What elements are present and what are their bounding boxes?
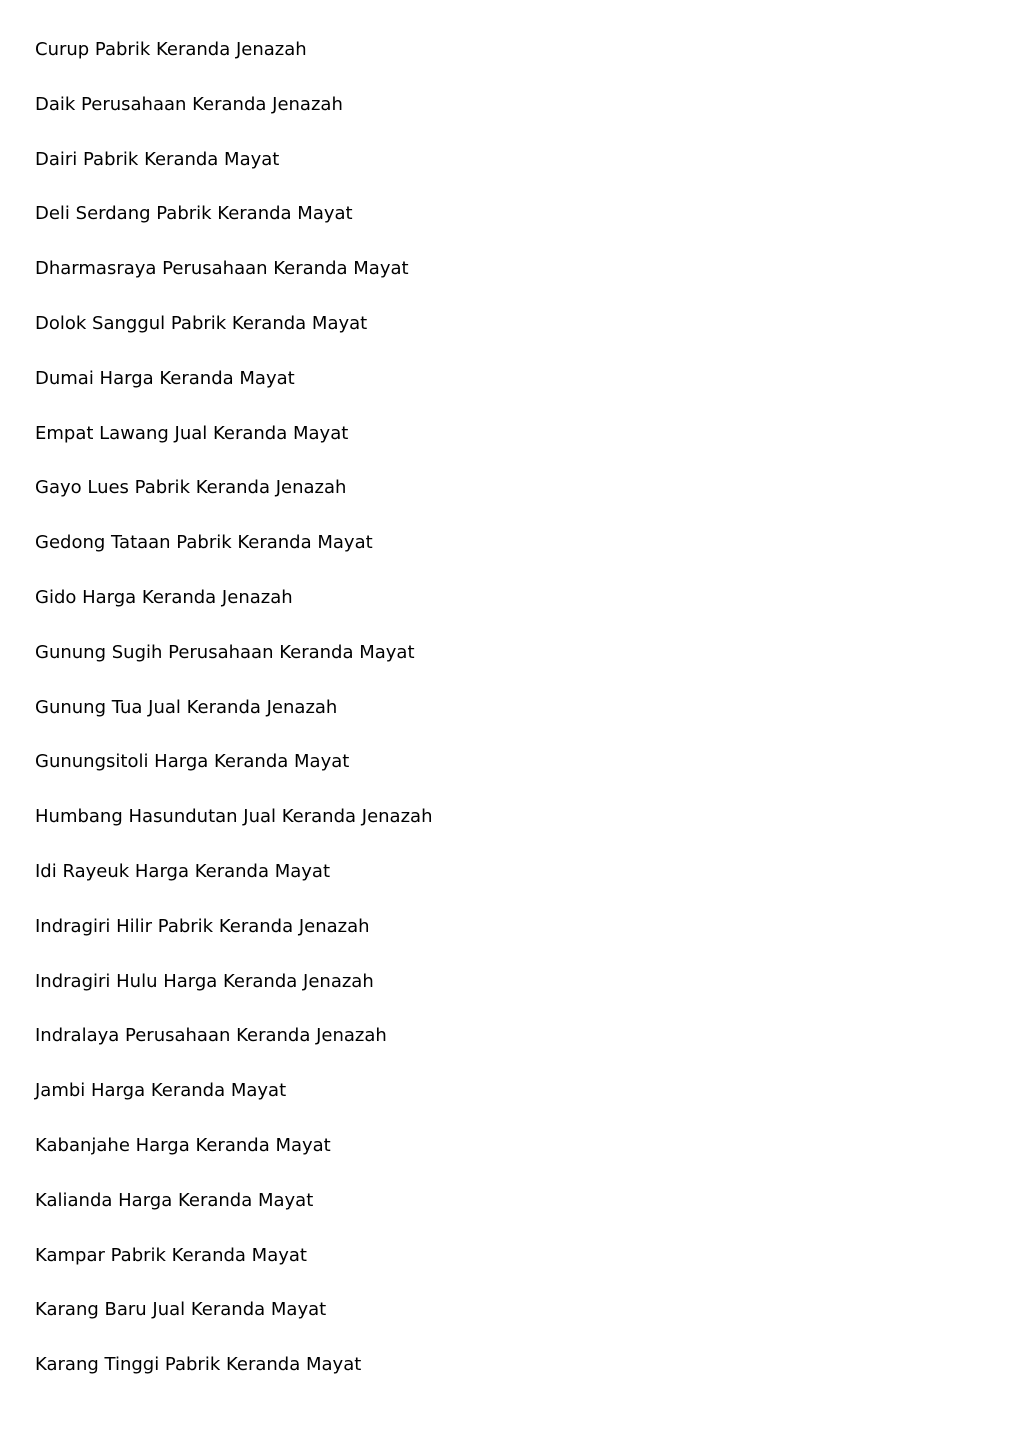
text-list [35, 37, 432, 1407]
list-item: Karang Tinggi Pabrik Keranda Mayat [35, 1354, 362, 1376]
list-item: Indralaya Perusahaan Keranda Jenazah [35, 1025, 387, 1047]
list-item: Gunung Tua Jual Keranda Jenazah [35, 696, 338, 718]
list-item: Gedong Tataan Pabrik Keranda Mayat [35, 532, 373, 554]
list-item: Gunung Sugih Perusahaan Keranda Mayat [35, 641, 415, 663]
list-item: Kabanjahe Harga Keranda Mayat [35, 1134, 331, 1156]
list-item: Gunungsitoli Harga Keranda Mayat [35, 751, 350, 773]
list-item: Kampar Pabrik Keranda Mayat [35, 1244, 307, 1266]
list-item: Kalianda Harga Keranda Mayat [35, 1189, 314, 1211]
list-item: Dairi Pabrik Keranda Mayat [35, 148, 280, 170]
list-item: Gido Harga Keranda Jenazah [35, 586, 293, 608]
list-item: Curup Pabrik Keranda Jenazah [35, 39, 307, 60]
list-item: Deli Serdang Pabrik Keranda Mayat [35, 203, 353, 225]
list-item: Empat Lawang Jual Keranda Mayat [35, 422, 349, 444]
list-item: Idi Rayeuk Harga Keranda Mayat [35, 860, 331, 882]
list-item: Dolok Sanggul Pabrik Keranda Mayat [35, 312, 368, 334]
list-item: Indragiri Hilir Pabrik Keranda Jenazah [35, 915, 370, 937]
list-item: Jambi Harga Keranda Mayat [35, 1080, 287, 1102]
list-item: Dharmasraya Perusahaan Keranda Mayat [35, 258, 409, 280]
list-item: Gayo Lues Pabrik Keranda Jenazah [35, 477, 347, 499]
list-item: Daik Perusahaan Keranda Jenazah [35, 93, 343, 115]
list-item: Indragiri Hulu Harga Keranda Jenazah [35, 970, 374, 992]
list-item: Dumai Harga Keranda Mayat [35, 367, 295, 389]
list-item: Humbang Hasundutan Jual Keranda Jenazah [35, 806, 433, 828]
list-item: Karang Baru Jual Keranda Mayat [35, 1299, 327, 1321]
